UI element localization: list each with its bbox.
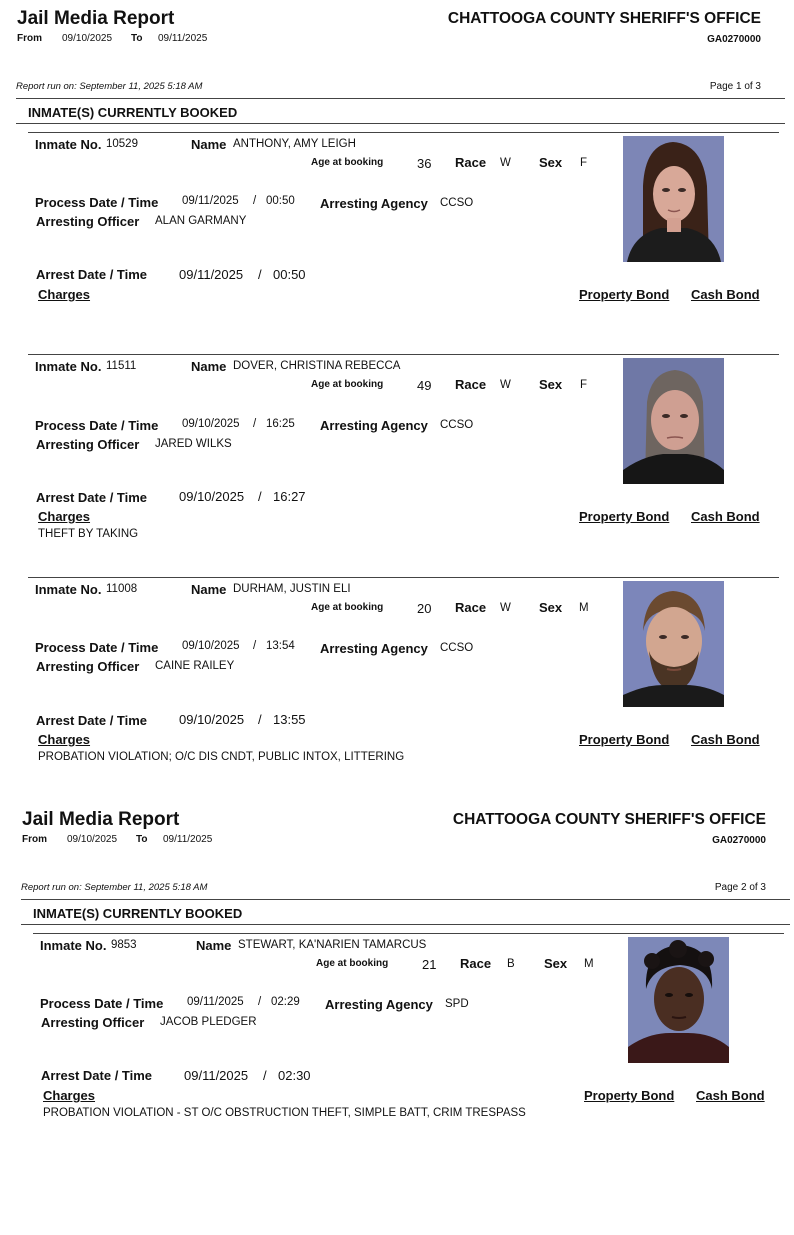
arresting-agency-label: Arresting Agency xyxy=(320,196,428,211)
charges-text: PROBATION VIOLATION - ST O/C OBSTRUCTION THEFT, SIMPLE BATT, CRIM TRESPASS xyxy=(43,1107,526,1119)
arresting-officer-label: Arresting Officer xyxy=(36,437,140,452)
arrest-label: Arrest Date / Time xyxy=(36,713,148,728)
process-date: 09/10/2025 xyxy=(182,418,240,430)
cash-bond-label: Cash Bond xyxy=(696,1088,765,1103)
race-label: Race xyxy=(455,377,487,392)
process-time: 16:25 xyxy=(266,418,295,430)
age-label: Age at booking xyxy=(311,157,384,168)
age-label: Age at booking xyxy=(311,602,384,613)
inmate-photo xyxy=(628,937,729,1063)
arresting-officer-label: Arresting Officer xyxy=(36,659,140,674)
sex-label: Sex xyxy=(539,377,563,392)
name-label: Name xyxy=(191,137,227,152)
arresting-agency-label: Arresting Agency xyxy=(320,641,428,656)
record-divider xyxy=(33,933,784,934)
header-divider xyxy=(21,899,790,900)
age-value: 49 xyxy=(417,378,432,393)
process-slash: / xyxy=(258,996,262,1008)
from-date: 09/10/2025 xyxy=(62,33,113,44)
sex-label: Sex xyxy=(544,956,568,971)
arresting-officer: ALAN GARMANY xyxy=(155,215,247,227)
arrest-date: 09/10/2025 xyxy=(179,712,245,727)
arresting-officer: JARED WILKS xyxy=(155,438,232,450)
arresting-agency: SPD xyxy=(445,998,469,1010)
inmate-no-label: Inmate No. xyxy=(35,137,102,152)
inmate-no: 9853 xyxy=(111,939,137,951)
race-label: Race xyxy=(460,956,492,971)
process-label: Process Date / Time xyxy=(35,418,159,433)
arresting-officer-label: Arresting Officer xyxy=(36,214,140,229)
from-label: From xyxy=(22,834,47,845)
header-divider xyxy=(16,98,785,99)
arresting-officer-label: Arresting Officer xyxy=(41,1015,145,1030)
charges-text: THEFT BY TAKING xyxy=(38,528,139,540)
from-label: From xyxy=(17,33,42,44)
inmate-no-label: Inmate No. xyxy=(35,582,102,597)
property-bond-label: Property Bond xyxy=(579,287,670,302)
cash-bond-label: Cash Bond xyxy=(691,732,760,747)
arrest-time: 13:55 xyxy=(273,712,306,727)
charges-label: Charges xyxy=(38,509,91,524)
arresting-agency-label: Arresting Agency xyxy=(325,997,433,1012)
process-label: Process Date / Time xyxy=(35,640,159,655)
arresting-agency: CCSO xyxy=(440,197,474,209)
age-value: 20 xyxy=(417,601,432,616)
arresting-officer: JACOB PLEDGER xyxy=(160,1016,257,1028)
arrest-time: 16:27 xyxy=(273,489,306,504)
to-date: 09/11/2025 xyxy=(163,834,213,845)
charges-label: Charges xyxy=(38,287,91,302)
arresting-officer: CAINE RAILEY xyxy=(155,660,235,672)
inmate-name: DURHAM, JUSTIN ELI xyxy=(233,583,351,595)
process-slash: / xyxy=(253,640,257,652)
race-value: W xyxy=(500,157,511,169)
agency-ori: GA0270000 xyxy=(707,34,761,45)
name-label: Name xyxy=(191,359,227,374)
section-title: INMATE(S) CURRENTLY BOOKED xyxy=(28,105,238,120)
process-slash: / xyxy=(253,195,257,207)
page-number: Page 2 of 3 xyxy=(714,882,766,893)
cash-bond-label: Cash Bond xyxy=(691,287,760,302)
section-divider xyxy=(16,123,785,124)
section-divider xyxy=(21,924,790,925)
race-label: Race xyxy=(455,155,487,170)
arrest-date: 09/11/2025 xyxy=(184,1068,249,1083)
inmate-photo xyxy=(623,581,724,707)
age-value: 21 xyxy=(422,957,437,972)
to-date: 09/11/2025 xyxy=(158,33,208,44)
report-title: Jail Media Report xyxy=(22,809,180,830)
from-date: 09/10/2025 xyxy=(67,834,118,845)
sex-value: M xyxy=(579,602,589,614)
arresting-agency-label: Arresting Agency xyxy=(320,418,428,433)
sex-label: Sex xyxy=(539,600,563,615)
sex-value: M xyxy=(584,958,594,970)
process-time: 13:54 xyxy=(266,640,295,652)
inmate-name: ANTHONY, AMY LEIGH xyxy=(233,138,356,150)
charges-label: Charges xyxy=(38,732,91,747)
agency-ori: GA0270000 xyxy=(712,835,766,846)
arrest-slash: / xyxy=(258,267,262,282)
age-label: Age at booking xyxy=(311,379,384,390)
sex-label: Sex xyxy=(539,155,563,170)
agency-name: CHATTOOGA COUNTY SHERIFF'S OFFICE xyxy=(447,10,761,27)
inmate-no: 10529 xyxy=(106,138,138,150)
process-date: 09/10/2025 xyxy=(182,640,240,652)
charges-label: Charges xyxy=(43,1088,96,1103)
property-bond-label: Property Bond xyxy=(584,1088,675,1103)
sex-value: F xyxy=(580,379,588,391)
process-date: 09/11/2025 xyxy=(187,996,244,1008)
agency-name: CHATTOOGA COUNTY SHERIFF'S OFFICE xyxy=(452,811,766,828)
process-slash: / xyxy=(253,418,257,430)
age-label: Age at booking xyxy=(316,958,389,969)
inmate-no-label: Inmate No. xyxy=(35,359,102,374)
arrest-label: Arrest Date / Time xyxy=(36,267,148,282)
age-value: 36 xyxy=(417,156,432,171)
sex-value: F xyxy=(580,157,588,169)
arrest-time: 02:30 xyxy=(278,1068,311,1083)
arrest-slash: / xyxy=(263,1068,267,1083)
arrest-slash: / xyxy=(258,712,262,727)
cash-bond-label: Cash Bond xyxy=(691,509,760,524)
property-bond-label: Property Bond xyxy=(579,509,670,524)
inmate-no-label: Inmate No. xyxy=(40,938,107,953)
race-value: B xyxy=(507,958,515,970)
charges-text: PROBATION VIOLATION; O/C DIS CNDT, PUBLIC INTOX, LITTERING xyxy=(38,751,405,763)
inmate-photo xyxy=(623,136,724,262)
inmate-photo xyxy=(623,358,724,484)
arrest-slash: / xyxy=(258,489,262,504)
name-label: Name xyxy=(191,582,227,597)
inmate-no: 11008 xyxy=(106,583,138,595)
process-time: 00:50 xyxy=(266,195,295,207)
record-divider xyxy=(28,354,779,355)
section-title: INMATE(S) CURRENTLY BOOKED xyxy=(33,906,243,921)
report-run-on: Report run on: September 11, 2025 5:18 AM xyxy=(16,81,203,92)
report-title: Jail Media Report xyxy=(17,8,175,29)
page-number: Page 1 of 3 xyxy=(709,81,761,92)
to-label: To xyxy=(136,834,148,845)
report-run-on: Report run on: September 11, 2025 5:18 AM xyxy=(21,882,208,893)
inmate-name: STEWART, KA'NARIEN TAMARCUS xyxy=(238,939,427,951)
process-date: 09/11/2025 xyxy=(182,195,239,207)
arrest-time: 00:50 xyxy=(273,267,306,282)
arresting-agency: CCSO xyxy=(440,642,474,654)
to-label: To xyxy=(131,33,143,44)
arrest-label: Arrest Date / Time xyxy=(36,490,148,505)
process-time: 02:29 xyxy=(271,996,300,1008)
record-divider xyxy=(28,132,779,133)
inmate-no: 11511 xyxy=(106,360,137,372)
inmate-name: DOVER, CHRISTINA REBECCA xyxy=(233,360,401,372)
name-label: Name xyxy=(196,938,232,953)
arrest-date: 09/11/2025 xyxy=(179,267,244,282)
process-label: Process Date / Time xyxy=(40,996,164,1011)
property-bond-label: Property Bond xyxy=(579,732,670,747)
record-divider xyxy=(28,577,779,578)
race-label: Race xyxy=(455,600,487,615)
race-value: W xyxy=(500,602,511,614)
arresting-agency: CCSO xyxy=(440,419,474,431)
process-label: Process Date / Time xyxy=(35,195,159,210)
race-value: W xyxy=(500,379,511,391)
arrest-date: 09/10/2025 xyxy=(179,489,245,504)
arrest-label: Arrest Date / Time xyxy=(41,1068,153,1083)
